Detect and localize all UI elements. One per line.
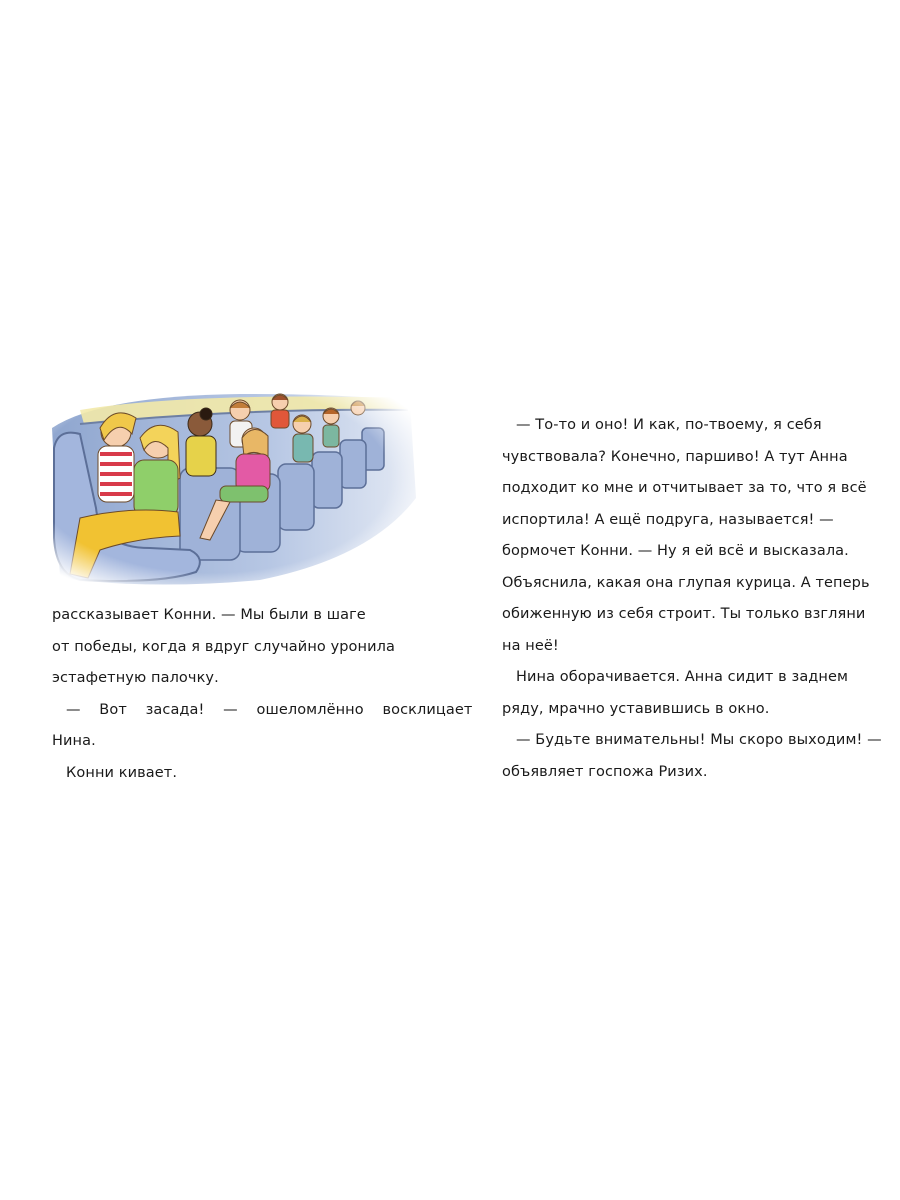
text-line: бормочет Конни. — Ну я ей всё и высказала.: [502, 543, 849, 559]
text-line: Конни кивает.: [66, 764, 178, 781]
text-line: рассказывает Конни. — Мы были в шаге: [52, 607, 366, 623]
text-line: — То-то и оно! И как, по-твоему, я себя: [516, 417, 822, 433]
text-line: ряду, мрачно уставившись в окно.: [502, 700, 770, 717]
text-line: Объяснила, какая она глупая курица. А теперь: [502, 574, 870, 591]
text-line: Нина.: [52, 733, 96, 749]
text-line: подходит ко мне и отчитывает за то, что я всё: [502, 480, 867, 496]
text-line: на неё!: [502, 637, 559, 654]
text-line: чувствовала? Конечно, паршиво! А тут Анна: [502, 448, 848, 465]
right-text-column: [502, 410, 882, 788]
text-line: — Будьте внимательны! Мы скоро выходим! —: [516, 732, 882, 748]
text-line: от победы, когда я вдруг случайно уронила: [52, 638, 395, 655]
left-text-column: [52, 600, 473, 789]
text-line: объявляет госпожа Ризих.: [502, 763, 708, 780]
bus-children-illustration: [40, 388, 422, 590]
text-line: Нина оборачивается. Анна сидит в заднем: [516, 669, 849, 685]
text-line: эстафетную палочку.: [52, 670, 219, 686]
text-line: испортила! А ещё подруга, называется! —: [502, 511, 834, 528]
text-line: — Вот засада! — ошеломлённо восклицает: [66, 701, 473, 718]
text-line: обиженную из себя строит. Ты только взгляни: [502, 606, 866, 622]
